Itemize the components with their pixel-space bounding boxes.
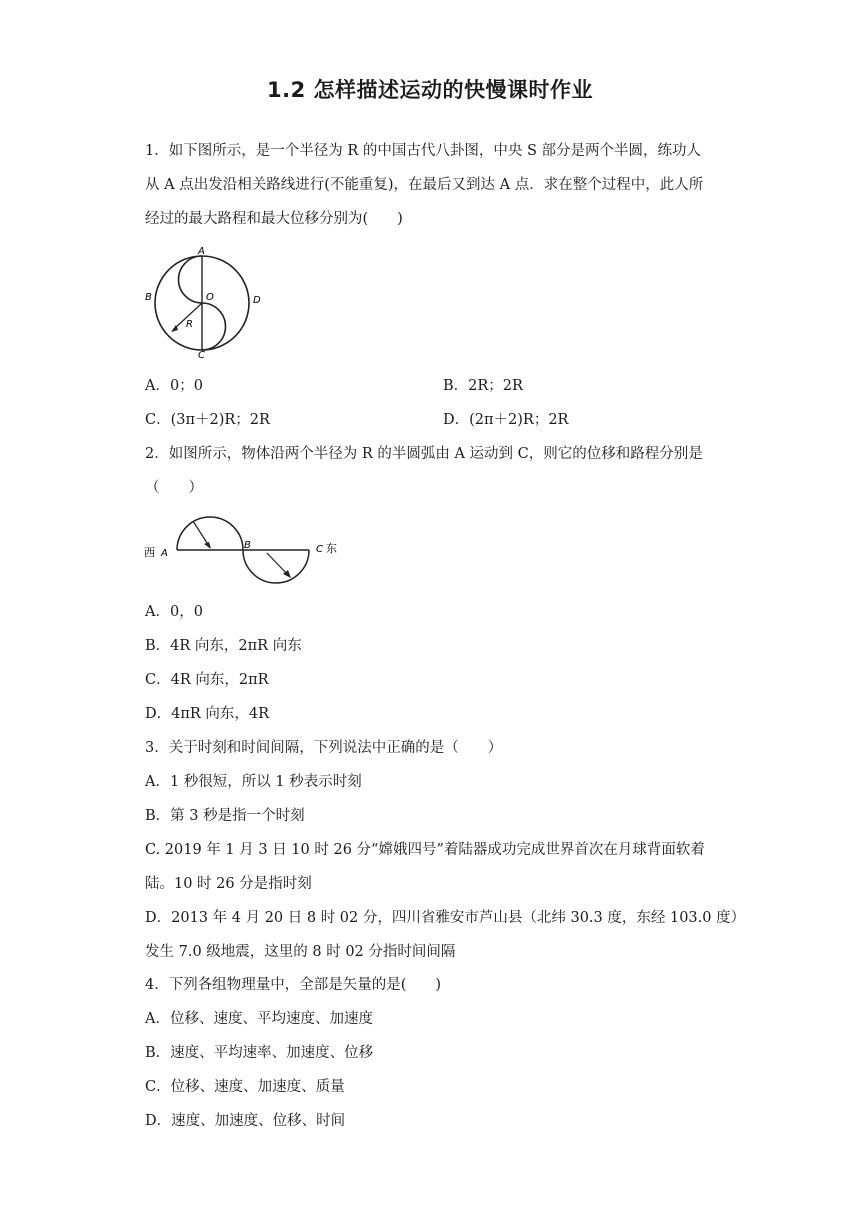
q2-option-c: C．4R 向东，2πR xyxy=(145,672,269,688)
q1-option-c: C．(3π＋2)R；2R xyxy=(145,412,270,428)
lower-radius xyxy=(267,553,288,575)
q2-semicircle-figure xyxy=(142,510,352,589)
q1-option-d: D．(2π＋2)R；2R xyxy=(443,412,569,428)
q3-option-a: A．1 秒很短，所以 1 秒表示时刻 xyxy=(145,774,362,790)
q3-option-b: B．第 3 秒是指一个时刻 xyxy=(145,808,305,824)
q1-bagua-figure xyxy=(142,245,272,364)
label-a: A xyxy=(161,548,168,559)
label-o: O xyxy=(206,292,214,303)
document-title: 1.2 怎样描述运动的快慢课时作业 xyxy=(266,78,593,102)
label-west: 西 xyxy=(144,546,155,559)
label-c: C xyxy=(198,350,205,360)
label-b: B xyxy=(145,292,152,303)
upper-radius xyxy=(193,521,209,546)
q4-stem: 4．下列各组物理量中，全部是矢量的是( ) xyxy=(145,977,442,993)
q2-option-b: B．4R 向东，2πR 向东 xyxy=(145,638,302,654)
q4-option-d: D．速度、加速度、位移、时间 xyxy=(145,1113,346,1129)
label-d: D xyxy=(253,295,261,306)
q1-option-a: A．0；0 xyxy=(145,378,203,394)
q1-stem-line-2: 从 A 点出发沿相关路线进行(不能重复)，在最后又到达 A 点．求在整个过程中，此人所 xyxy=(145,177,704,193)
q3-option-d-line-1: D．2013 年 4 月 20 日 8 时 02 分，四川省雅安市芦山县（北纬 30.3 度，东经 103.0 度） xyxy=(145,910,746,926)
q4-option-c: C．位移、速度、加速度、质量 xyxy=(145,1079,345,1095)
q2-option-d: D．4πR 向东，4R xyxy=(145,706,270,722)
q3-option-c-line-1: C. 2019 年 1 月 3 日 10 时 26 分“嫦娥四号”着陆器成功完成世界首次在月球背面软着 xyxy=(145,842,705,858)
q2-stem-line-1: 2．如图所示，物体沿两个半径为 R 的半圆弧由 A 运动到 C，则它的位移和路程分别是 xyxy=(145,446,703,462)
label-east: 东 xyxy=(326,542,337,555)
label-b: B xyxy=(244,540,251,551)
q2-option-a: A．0，0 xyxy=(145,604,203,620)
label-r: R xyxy=(186,319,193,330)
label-a: A xyxy=(198,246,205,257)
q1-stem-line-3: 经过的最大路程和最大位移分别为( ) xyxy=(145,211,403,227)
q1-option-b: B．2R；2R xyxy=(443,378,523,394)
q1-stem-line-1: 1．如下图所示，是一个半径为 R 的中国古代八卦图，中央 S 部分是两个半圆，练功人 xyxy=(145,143,702,159)
upper-semicircle xyxy=(177,517,243,550)
q3-option-d-line-2: 发生 7.0 级地震，这里的 8 时 02 分指时间间隔 xyxy=(145,944,456,960)
label-c: C xyxy=(316,544,323,555)
q3-option-c-line-2: 陆。10 时 26 分是指时刻 xyxy=(145,876,312,892)
upper-arrowhead xyxy=(204,542,211,549)
q3-stem: 3．关于时刻和时间间隔，下列说法中正确的是（ ） xyxy=(145,740,503,756)
q2-stem-line-2: （ ） xyxy=(145,480,203,496)
lower-semicircle xyxy=(243,550,309,583)
q4-option-b: B．速度、平均速率、加速度、位移 xyxy=(145,1045,374,1061)
q4-option-a: A．位移、速度、平均速度、加速度 xyxy=(145,1011,373,1027)
